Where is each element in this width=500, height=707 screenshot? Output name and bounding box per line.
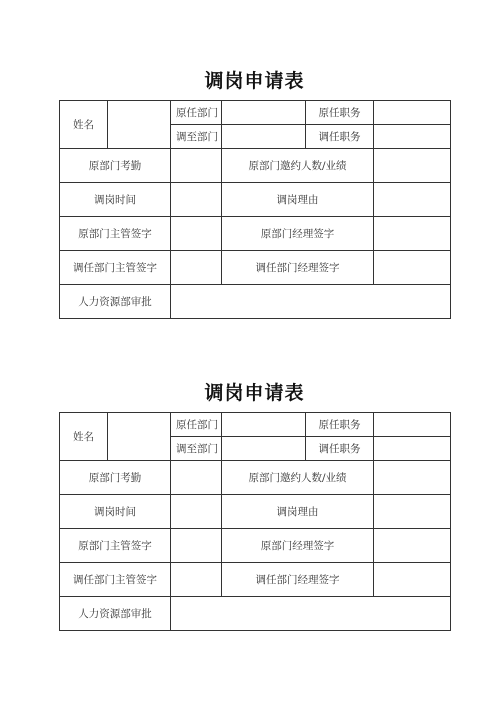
new-manager-sign-label: 调任部门经理签字 <box>222 563 374 597</box>
new-manager-sign-field[interactable] <box>374 251 451 285</box>
orig-manager-sign-field[interactable] <box>374 217 451 251</box>
new-post-label: 调任职务 <box>306 125 374 149</box>
new-supervisor-sign-field[interactable] <box>171 251 222 285</box>
new-post-label: 调任职务 <box>306 437 374 461</box>
transfer-reason-field[interactable] <box>374 183 451 217</box>
transfer-reason-field[interactable] <box>374 495 451 529</box>
form-row-name <box>60 101 451 125</box>
transfer-reason-label: 调岗理由 <box>222 495 374 529</box>
form-row-hr-approval <box>60 285 451 319</box>
transfer-time-field[interactable] <box>171 183 222 217</box>
form-row-transfer-time <box>60 183 451 217</box>
transfer-reason-label: 调岗理由 <box>222 183 374 217</box>
attendance-field[interactable] <box>171 149 222 183</box>
new-supervisor-sign-label: 调任部门主管签字 <box>60 563 171 597</box>
orig-dept-field[interactable] <box>222 101 306 125</box>
orig-post-label: 原任职务 <box>306 413 374 437</box>
orig-supervisor-sign-field[interactable] <box>171 217 222 251</box>
new-supervisor-sign-label: 调任部门主管签字 <box>60 251 171 285</box>
name-label: 姓名 <box>60 413 108 461</box>
form-row-new-signatures <box>60 563 451 597</box>
attendance-field[interactable] <box>171 461 222 495</box>
transfer-form-table <box>59 100 451 319</box>
performance-label: 原部门邀约人数/业绩 <box>222 149 374 183</box>
orig-supervisor-sign-field[interactable] <box>171 529 222 563</box>
new-manager-sign-field[interactable] <box>374 563 451 597</box>
new-dept-label: 调至部门 <box>171 437 222 461</box>
orig-supervisor-sign-label: 原部门主管签字 <box>60 529 171 563</box>
new-dept-field[interactable] <box>222 437 306 461</box>
form-row-name <box>60 413 451 437</box>
orig-post-field[interactable] <box>374 101 451 125</box>
orig-dept-field[interactable] <box>222 413 306 437</box>
transfer-form-1 <box>59 66 450 319</box>
form-row-attendance <box>60 149 451 183</box>
form-row-attendance <box>60 461 451 495</box>
form-row-orig-signatures <box>60 529 451 563</box>
attendance-label: 原部门考勤 <box>60 149 171 183</box>
orig-manager-sign-field[interactable] <box>374 529 451 563</box>
hr-approval-label: 人力资源部审批 <box>60 285 171 319</box>
form-row-orig-signatures <box>60 217 451 251</box>
orig-post-field[interactable] <box>374 413 451 437</box>
transfer-time-label: 调岗时间 <box>60 495 171 529</box>
new-post-field[interactable] <box>374 437 451 461</box>
new-post-field[interactable] <box>374 125 451 149</box>
transfer-time-field[interactable] <box>171 495 222 529</box>
form-title: 调岗申请表 <box>204 382 305 404</box>
orig-supervisor-sign-label: 原部门主管签字 <box>60 217 171 251</box>
orig-dept-label: 原任部门 <box>171 101 222 125</box>
name-label: 姓名 <box>60 101 108 149</box>
hr-approval-field[interactable] <box>171 597 451 631</box>
attendance-label: 原部门考勤 <box>60 461 171 495</box>
performance-field[interactable] <box>374 149 451 183</box>
new-supervisor-sign-field[interactable] <box>171 563 222 597</box>
new-manager-sign-label: 调任部门经理签字 <box>222 251 374 285</box>
form-row-hr-approval <box>60 597 451 631</box>
form-row-new-signatures <box>60 251 451 285</box>
form-title: 调岗申请表 <box>204 70 305 92</box>
transfer-form-2 <box>59 378 450 631</box>
performance-field[interactable] <box>374 461 451 495</box>
orig-dept-label: 原任部门 <box>171 413 222 437</box>
orig-post-label: 原任职务 <box>306 101 374 125</box>
hr-approval-field[interactable] <box>171 285 451 319</box>
name-field[interactable] <box>108 101 171 149</box>
orig-manager-sign-label: 原部门经理签字 <box>222 529 374 563</box>
orig-manager-sign-label: 原部门经理签字 <box>222 217 374 251</box>
performance-label: 原部门邀约人数/业绩 <box>222 461 374 495</box>
new-dept-field[interactable] <box>222 125 306 149</box>
name-field[interactable] <box>108 413 171 461</box>
hr-approval-label: 人力资源部审批 <box>60 597 171 631</box>
transfer-time-label: 调岗时间 <box>60 183 171 217</box>
transfer-form-table <box>59 412 451 631</box>
new-dept-label: 调至部门 <box>171 125 222 149</box>
form-row-transfer-time <box>60 495 451 529</box>
